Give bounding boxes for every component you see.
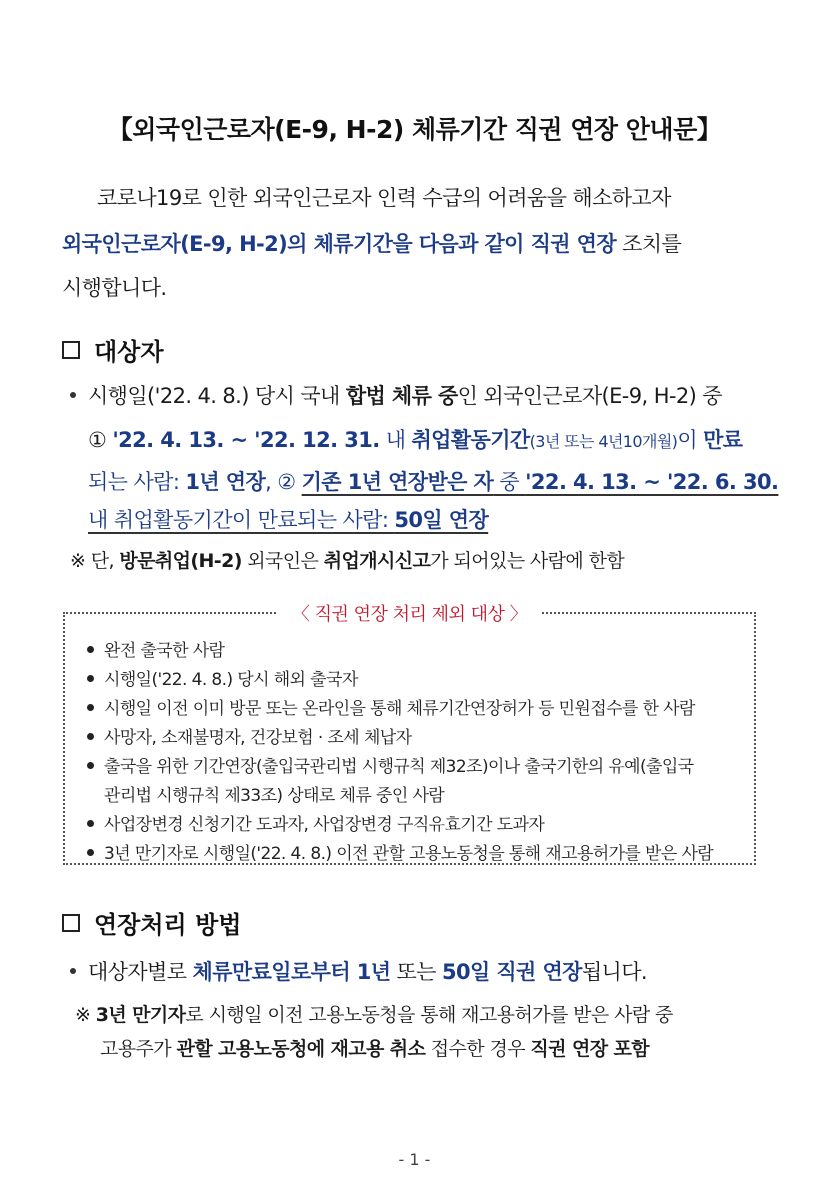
exclusion-box <box>63 604 756 865</box>
bullet-dot-icon <box>87 849 94 856</box>
exclusion-item: 출국을 위한 기간연장(출입국관리법 시행규칙 제32조)이나 출국기한의 유예(출입국 <box>87 752 693 777</box>
targets-bullet-line-3: 되는 사람: 1년 연장, ② 기존 1년 연장받은 자 중 '22. 4. 13. ~ '22. 6. 30. <box>88 470 779 494</box>
bullet-dot-icon <box>70 968 76 974</box>
checkbox-square-icon <box>62 914 80 932</box>
targets-bullet-line-2: ① '22. 4. 13. ~ '22. 12. 31. 내 취업활동기간(3년 또는 4년10개월)이 만료 <box>88 428 743 452</box>
targets-note: ※ 단, 방문취업(H-2) 외국인은 취업개시신고가 되어있는 사람에 한함 <box>70 550 625 572</box>
intro-highlight: 외국인근로자(E-9, H-2)의 체류기간을 다음과 같이 직권 연장 <box>62 232 617 256</box>
checkbox-square-icon <box>62 341 80 359</box>
exclusion-item: 시행일 이전 이미 방문 또는 온라인을 통해 체류기간연장허가 등 민원접수를 한 사람 <box>87 694 695 719</box>
exclusion-item: 3년 만기자로 시행일('22. 4. 8.) 이전 관할 고용노동청을 통해 재고용허가를 받은 사람 <box>87 839 713 864</box>
bullet-dot-icon <box>87 646 94 653</box>
exclusion-box-title: 〈 직권 연장 처리 제외 대상 〉 <box>65 600 754 626</box>
section-heading-targets: 대상자 <box>62 332 164 367</box>
section-heading-method: 연장처리 방법 <box>62 905 241 940</box>
page-number: - 1 - <box>398 1150 431 1169</box>
bullet-dot-icon <box>70 392 76 398</box>
bullet-dot-icon <box>87 733 94 740</box>
exclusion-item: 완전 출국한 사람 <box>87 636 224 661</box>
intro-line-1: 코로나19로 인한 외국인근로자 인력 수급의 어려움을 해소하고자 <box>97 186 671 210</box>
exclusion-item: 사망자, 소재불명자, 건강보험 · 조세 체납자 <box>87 723 411 748</box>
exclusion-item-continuation: 관리법 시행규칙 제33조) 상태로 체류 중인 사람 <box>104 786 445 806</box>
bullet-dot-icon <box>87 704 94 711</box>
targets-bullet-line-1: 시행일('22. 4. 8.) 당시 국내 합법 체류 중인 외국인근로자(E-9, H-2) 중 <box>70 380 722 410</box>
targets-bullet-line-4: 내 취업활동기간이 만료되는 사람: 50일 연장 <box>88 508 489 532</box>
exclusion-item: 시행일('22. 4. 8.) 당시 해외 출국자 <box>87 665 358 690</box>
exclusion-item: 사업장변경 신청기간 도과자, 사업장변경 구직유효기간 도과자 <box>87 810 544 835</box>
method-note-line-2: 고용주가 관할 고용노동청에 재고용 취소 접수한 경우 직권 연장 포함 <box>100 1038 649 1060</box>
method-note-line-1: ※ 3년 만기자로 시행일 이전 고용노동청을 통해 재고용허가를 받은 사람 중 <box>75 1004 673 1026</box>
bullet-dot-icon <box>87 762 94 769</box>
intro-line-2: 외국인근로자(E-9, H-2)의 체류기간을 다음과 같이 직권 연장 조치를 <box>62 232 682 256</box>
document-title: 【외국인근로자(E-9, H-2) 체류기간 직권 연장 안내문】 <box>107 115 722 144</box>
intro-line-3: 시행합니다. <box>62 276 167 300</box>
bullet-dot-icon <box>87 675 94 682</box>
bullet-dot-icon <box>87 820 94 827</box>
method-bullet: 대상자별로 체류만료일로부터 1년 또는 50일 직권 연장됩니다. <box>70 956 647 986</box>
